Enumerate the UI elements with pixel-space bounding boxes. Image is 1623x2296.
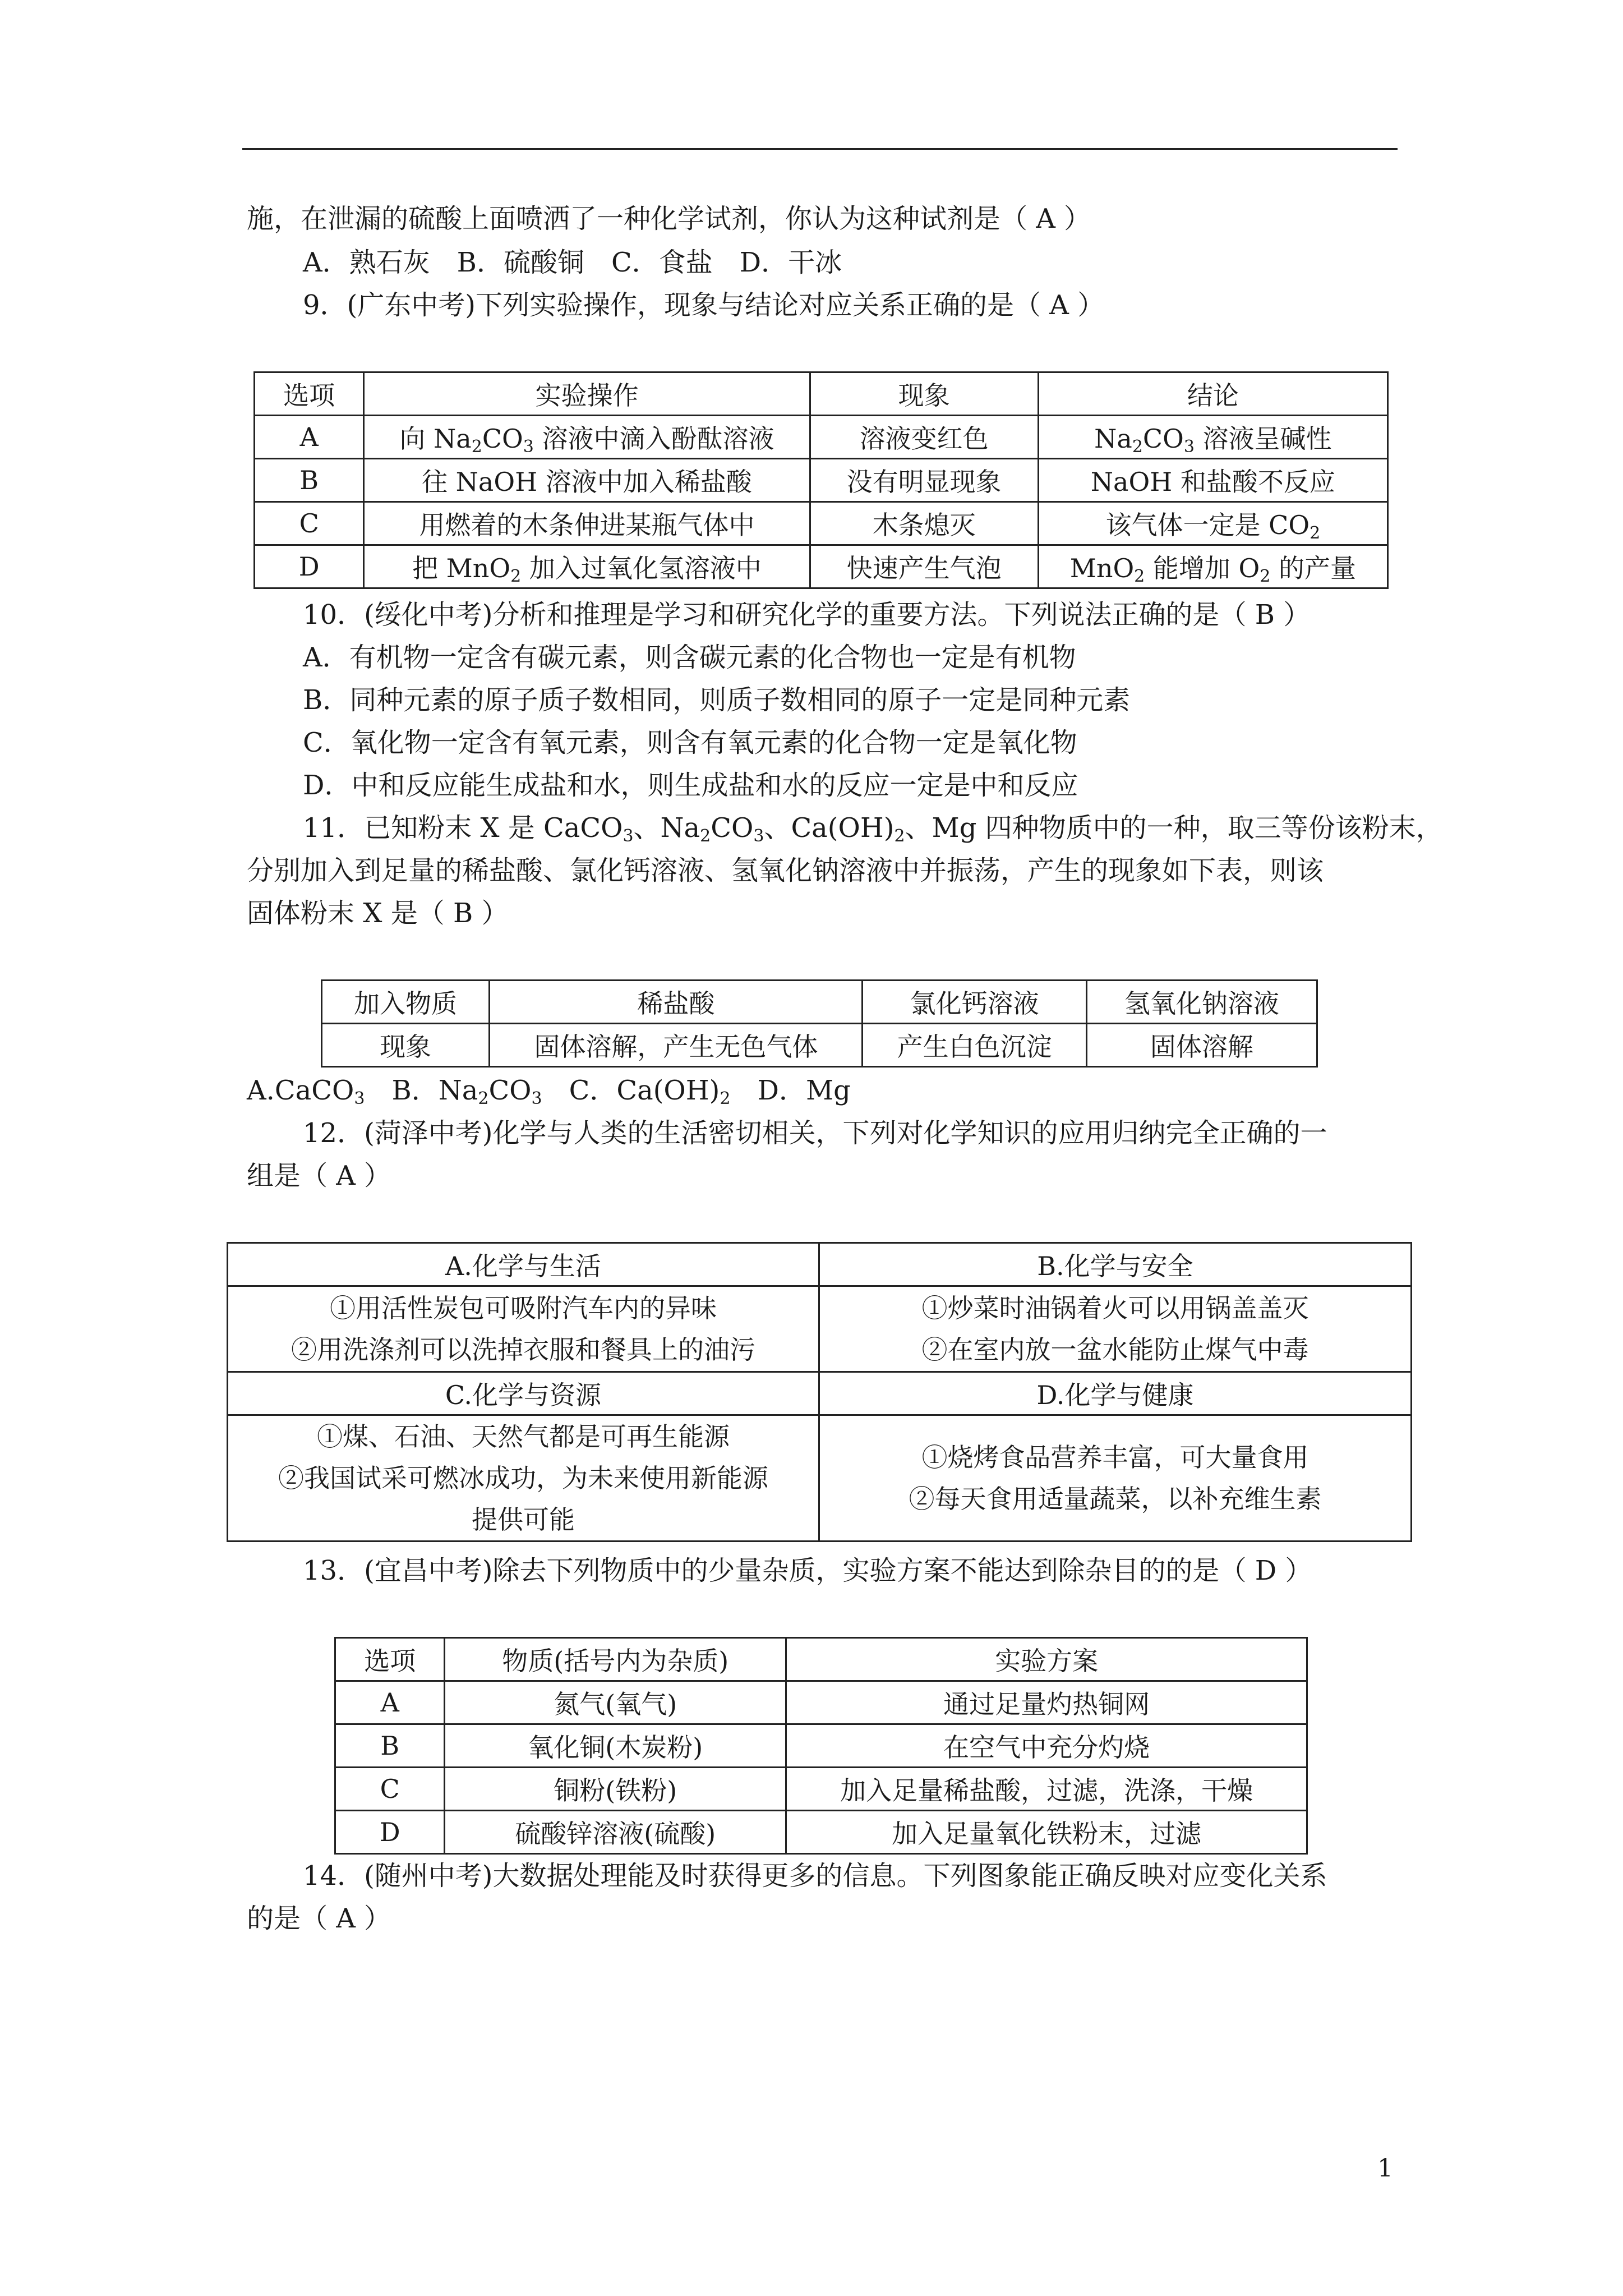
q11-options: A.CaCO$_3$ B．$Na_2CO_3$ C．$Ca(OH)_2$ D．Mg: [247, 1075, 851, 1108]
table-cell: D: [335, 1811, 445, 1854]
phenomenon-cell: 没有明显现象: [810, 459, 1038, 502]
conclusion-cell: 该气体一定是 $CO_2$: [1038, 502, 1387, 545]
table-cell: 现象: [322, 1024, 490, 1067]
table-row: [335, 1724, 1307, 1768]
option-cell: D: [255, 545, 364, 588]
table-row: [255, 416, 1388, 459]
operation-cell: 用燃着的木条伸进某瓶气体中: [364, 502, 810, 545]
operation-cell: 往 NaOH 溶液中加入稀盐酸: [364, 459, 810, 502]
q11-stem-line1: 11．已知粉末 X 是 CaCO$_3$、$Na_2CO_3$、$Ca(OH)_2$、Mg 四种物质中的一种，取三等份该粉末，: [303, 812, 1443, 846]
header-cell: 物质(括号内为杂质): [445, 1638, 786, 1681]
phenomenon-cell: 快速产生气泡: [810, 545, 1038, 588]
option-cell: A: [255, 416, 364, 459]
header-cell: 实验方案: [786, 1638, 1307, 1681]
operation-cell: 把 MnO$_2$ 加入过氧化氢溶液中: [364, 545, 810, 588]
q8-line: 施，在泄漏的硫酸上面喷洒了一种化学试剂，你认为这种试剂是（ A ）: [247, 203, 1091, 234]
q13-table: [334, 1637, 1308, 1855]
table-row: [335, 1811, 1307, 1854]
table-row: [228, 1286, 1412, 1372]
table-cell: 固体溶解: [1086, 1024, 1317, 1067]
conclusion-cell: $Na_2CO_3$ 溶液呈碱性: [1038, 416, 1387, 459]
table-row: [228, 1243, 1412, 1286]
table-cell: 铜粉(铁粉): [445, 1768, 786, 1811]
header-cell: 氯化钙溶液: [863, 981, 1086, 1024]
header-cell: 加入物质: [322, 981, 490, 1024]
category-title-a: A.化学与生活: [228, 1243, 819, 1286]
table-row: [255, 459, 1388, 502]
q12-stem-line1: 12．(菏泽中考)化学与人类的生活密切相关，下列对化学知识的应用归纳完全正确的一: [303, 1117, 1327, 1149]
q14-stem-line1: 14．(随州中考)大数据处理能及时获得更多的信息。下列图象能正确反映对应变化关系: [303, 1860, 1327, 1892]
table-cell: 通过足量灼热铜网: [786, 1681, 1307, 1724]
category-title-c: C.化学与资源: [228, 1372, 819, 1415]
option-cell: C: [255, 502, 364, 545]
q9-table: [253, 371, 1389, 589]
category-content-b: ①炒菜时油锅着火可以用锅盖盖灭 ②在室内放一盆水能防止煤气中毒: [819, 1286, 1411, 1372]
table-header-row: [322, 981, 1317, 1024]
category-content-d: ①烧烤食品营养丰富，可大量食用 ②每天食用适量蔬菜，以补充维生素: [819, 1415, 1411, 1542]
category-title-d: D.化学与健康: [819, 1372, 1411, 1415]
category-content-a: ①用活性炭包可吸附汽车内的异味 ②用洗涤剂可以洗掉衣服和餐具上的油污: [228, 1286, 819, 1372]
header-cell: 稀盐酸: [490, 981, 863, 1024]
table-cell: 加入足量氧化铁粉末，过滤: [786, 1811, 1307, 1854]
q10-option-a: A．有机物一定含有碳元素，则含碳元素的化合物也一定是有机物: [303, 642, 1076, 673]
table-row: [228, 1415, 1412, 1542]
operation-cell: 向 $Na_2CO_3$ 溶液中滴入酚酞溶液: [364, 416, 810, 459]
page-number: 1: [1377, 2154, 1393, 2183]
table-row: [255, 502, 1388, 545]
q12-stem-line2: 组是（ A ）: [247, 1160, 391, 1191]
table-header-row: [335, 1638, 1307, 1681]
table-cell: 氧化铜(木炭粉): [445, 1724, 786, 1768]
header-cell: 选项: [335, 1638, 445, 1681]
table-cell: 产生白色沉淀: [863, 1024, 1086, 1067]
conclusion-cell: MnO$_2$ 能增加 $O_2$ 的产量: [1038, 545, 1387, 588]
table-row: [322, 1024, 1317, 1067]
table-cell: 在空气中充分灼烧: [786, 1724, 1307, 1768]
header-cell: 氢氧化钠溶液: [1086, 981, 1317, 1024]
q10-stem: 10．(绥化中考)分析和推理是学习和研究化学的重要方法。下列说法正确的是（ B ）: [303, 599, 1311, 631]
table-cell: 硫酸锌溶液(硫酸): [445, 1811, 786, 1854]
table-cell: 加入足量稀盐酸，过滤，洗涤，干燥: [786, 1768, 1307, 1811]
q11-stem-line3: 固体粉末 X 是（ B ）: [247, 898, 509, 929]
header-cell: 选项: [255, 372, 364, 416]
phenomenon-cell: 木条熄灭: [810, 502, 1038, 545]
table-header-row: [255, 372, 1388, 416]
phenomenon-cell: 溶液变红色: [810, 416, 1038, 459]
category-title-b: B.化学与安全: [819, 1243, 1411, 1286]
q12-table: [227, 1242, 1412, 1542]
table-cell: C: [335, 1768, 445, 1811]
table-cell: B: [335, 1724, 445, 1768]
header-cell: 现象: [810, 372, 1038, 416]
header-cell: 实验操作: [364, 372, 810, 416]
table-cell: 固体溶解，产生无色气体: [490, 1024, 863, 1067]
table-cell: A: [335, 1681, 445, 1724]
table-row: [255, 545, 1388, 588]
table-row: [228, 1372, 1412, 1415]
q8-options: A．熟石灰 B．硫酸铜 C．食盐 D．干冰: [303, 247, 842, 278]
q11-table: [321, 979, 1318, 1068]
q14-stem-line2: 的是（ A ）: [247, 1903, 391, 1934]
header-cell: 结论: [1038, 372, 1387, 416]
category-content-c: ①煤、石油、天然气都是可再生能源 ②我国试采可燃冰成功，为未来使用新能源 提供可能: [228, 1415, 819, 1542]
table-row: [335, 1681, 1307, 1724]
q10-option-c: C．氧化物一定含有氧元素，则含有氧元素的化合物一定是氧化物: [303, 727, 1077, 758]
q11-stem-line2: 分别加入到足量的稀盐酸、氯化钙溶液、氢氧化钠溶液中并振荡，产生的现象如下表，则该: [247, 855, 1324, 886]
option-cell: B: [255, 459, 364, 502]
table-cell: 氮气(氧气): [445, 1681, 786, 1724]
conclusion-cell: NaOH 和盐酸不反应: [1038, 459, 1387, 502]
q13-stem: 13．(宜昌中考)除去下列物质中的少量杂质，实验方案不能达到除杂目的的是（ D ）: [303, 1555, 1312, 1586]
table-row: [335, 1768, 1307, 1811]
q10-option-b: B．同种元素的原子质子数相同，则质子数相同的原子一定是同种元素: [303, 684, 1131, 716]
q10-option-d: D．中和反应能生成盐和水，则生成盐和水的反应一定是中和反应: [303, 770, 1078, 801]
header-rule: [242, 148, 1398, 150]
q9-stem: 9．(广东中考)下列实验操作，现象与结论对应关系正确的是（ A ）: [303, 289, 1105, 321]
